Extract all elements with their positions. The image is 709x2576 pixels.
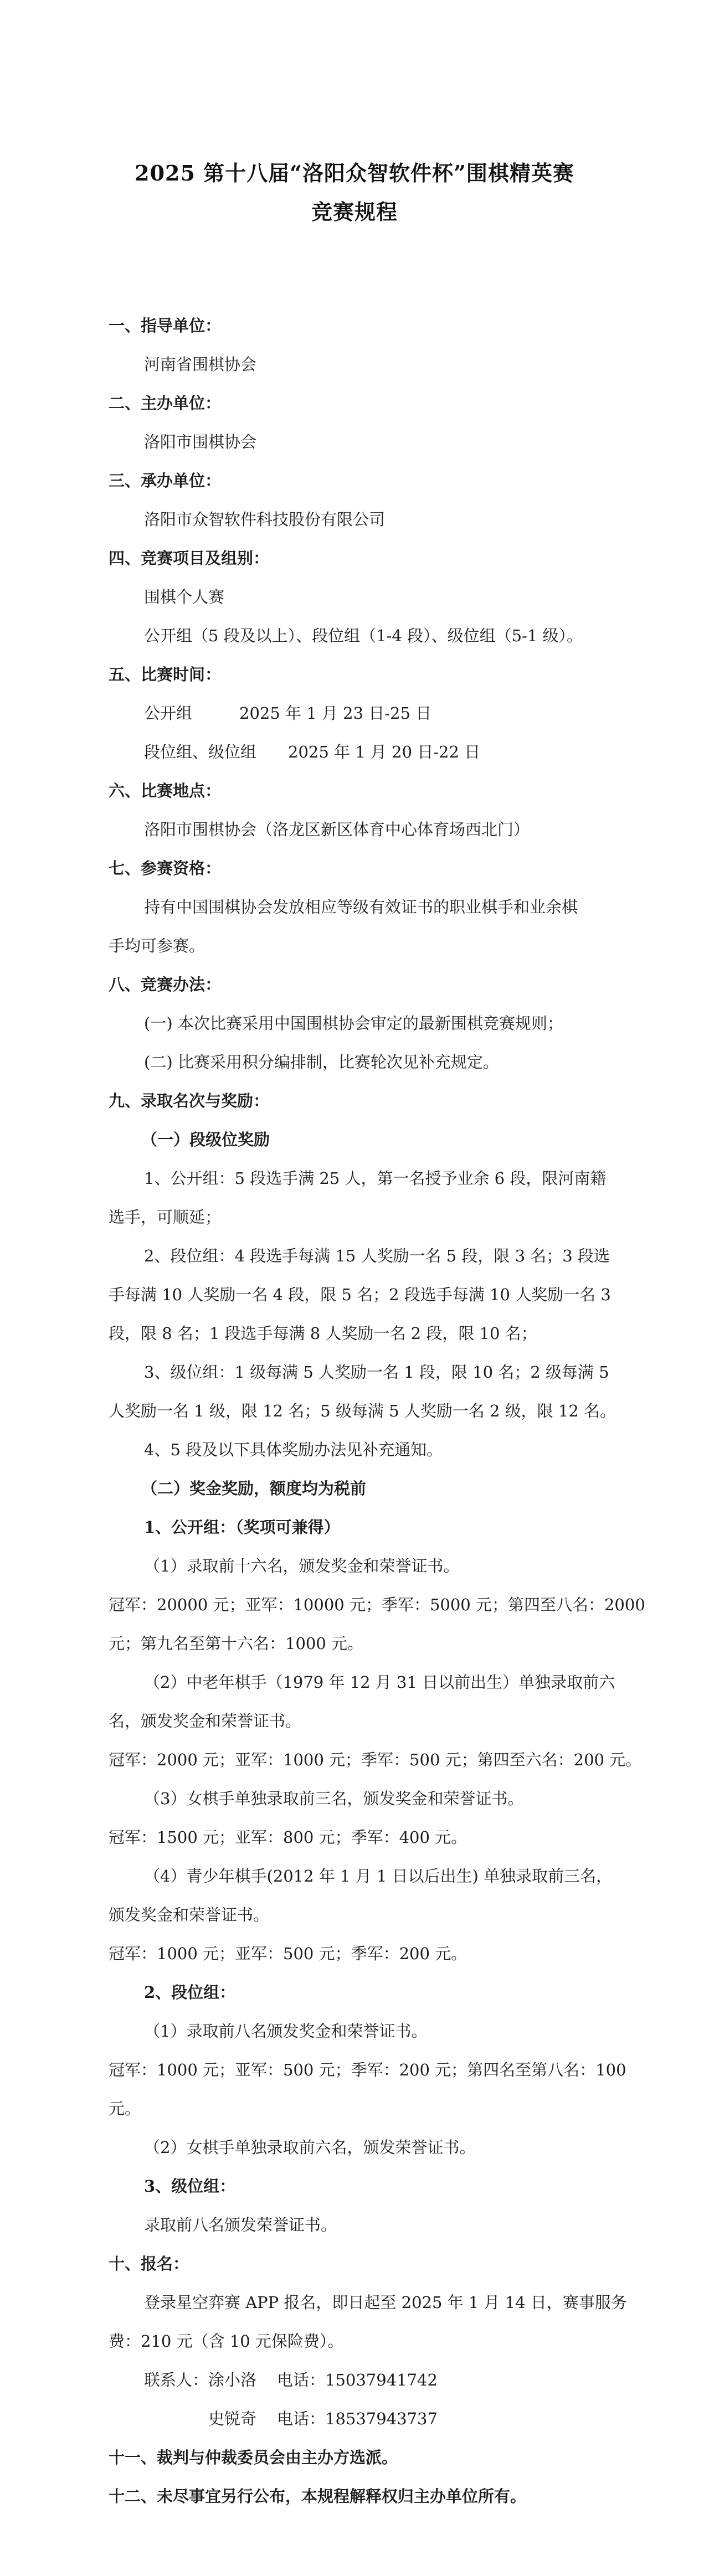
prize-dan-item-2: （2）女棋手单独录取前六名，颁发荣誉证书。 [144, 2138, 476, 2157]
contact-1-name: 涂小洛 [208, 2371, 257, 2389]
prize-open-item-3: （3）女棋手单独录取前三名，颁发奖金和荣誉证书。 [144, 1789, 524, 1808]
prize-open-item-4-line-2: 颁发奖金和荣誉证书。 [109, 1905, 270, 1924]
awards-rank-item-2-line-2: 手每满 10 人奖励一名 4 段，限 5 名；2 段选手每满 10 人奖励一名 3 [109, 1285, 611, 1304]
registration-line-2: 费：210 元（含 10 元保险费）。 [109, 2332, 344, 2351]
section-venue-body: 洛阳市围棋协会（洛龙区新区体育中心体育场西北门） [144, 820, 530, 839]
schedule-open-group-label: 公开组 [144, 704, 193, 723]
schedule-dan-group-label: 段位组、级位组 [144, 743, 257, 761]
document-title-line2: 竞赛规程 [311, 199, 398, 224]
schedule-open-group-date: 2025 年 1 月 23 日-25 日 [239, 704, 432, 723]
section-guiding-unit-heading: 一、指导单位： [109, 316, 222, 335]
awards-rank-item-1-line-1: 1、公开组：5 段选手满 25 人，第一名授予业余 6 段，限河南籍 [144, 1169, 607, 1188]
contact-2-name: 史锐奇 [208, 2409, 257, 2428]
section-schedule-heading: 五、比赛时间： [109, 665, 222, 684]
prize-open-item-3-amounts: 冠军：1500 元；亚军：800 元；季军：400 元。 [109, 1828, 467, 1847]
section-organizer-heading: 三、承办单位： [109, 471, 222, 490]
prize-open-item-4-line-1: （4）青少年棋手(2012 年 1 月 1 日以后出生) 单独录取前三名， [144, 1867, 613, 1885]
section-organizer-body: 洛阳市众智软件科技股份有限公司 [144, 510, 386, 529]
prize-kyu-body: 录取前八名颁发荣誉证书。 [144, 2216, 337, 2234]
prize-dan-item-1-amounts-2: 元。 [109, 2099, 141, 2118]
prize-dan-item-1: （1）录取前八名颁发奖金和荣誉证书。 [144, 2022, 428, 2041]
awards-rank-item-3-line-1: 3、级位组：1 级每满 5 人奖励一名 1 段，限 10 名；2 级每满 5 [144, 1363, 609, 1382]
prize-dan-item-1-amounts-1: 冠军：1000 元；亚军：500 元；季军：200 元；第四名至第八名：100 [109, 2060, 626, 2079]
section-eligibility-line-1: 持有中国围棋协会发放相应等级有效证书的职业棋手和业余棋 [144, 898, 578, 916]
section-venue-heading: 六、比赛地点： [109, 781, 222, 800]
prize-open-item-1-amounts-1: 冠军：20000 元；亚军：10000 元；季军：5000 元；第四至八名：2000 [109, 1595, 645, 1614]
awards-prize-subheading: （二）奖金奖励，额度均为税前 [141, 1479, 367, 1498]
prize-open-item-2-line-2: 名，颁发奖金和荣誉证书。 [109, 1712, 302, 1730]
section-method-heading: 八、竞赛办法： [109, 975, 222, 994]
contact-1-phone: 电话：15037941742 [277, 2371, 438, 2389]
schedule-dan-group-date: 2025 年 1 月 20 日-22 日 [288, 743, 481, 761]
prize-open-item-1: （1）录取前十六名，颁发奖金和荣誉证书。 [144, 1557, 460, 1575]
contact-2-phone: 电话：18537943737 [277, 2409, 438, 2428]
awards-rank-item-3-line-2: 人奖励一名 1 级，限 12 名；5 级每满 5 人奖励一名 2 级，限 12 名。 [109, 1402, 616, 1420]
section-host-unit-heading: 二、主办单位： [109, 394, 222, 413]
section-method-item-2: (二) 比赛采用积分编排制，比赛轮次见补充规定。 [144, 1053, 499, 1071]
prize-open-item-1-amounts-2: 元；第九名至第十六名：1000 元。 [109, 1634, 364, 1653]
section-host-unit-body: 洛阳市围棋协会 [144, 432, 257, 451]
section-eligibility-heading: 七、参赛资格： [109, 859, 222, 878]
awards-rank-item-2-line-1: 2、段位组：4 段选手每满 15 人奖励一名 5 段，限 3 名；3 段选 [144, 1246, 610, 1265]
prize-kyu-group-heading: 3、级位组： [144, 2177, 236, 2196]
section-eligibility-line-2: 手均可参赛。 [109, 936, 205, 955]
section-method-item-1: (一) 本次比赛采用中国围棋协会审定的最新围棋竞赛规则； [144, 1014, 563, 1033]
contact-label: 联系人： [144, 2371, 209, 2389]
section-referee: 十一、裁判与仲裁委员会由主办方选派。 [109, 2448, 398, 2467]
section-events-body-1: 围棋个人赛 [144, 588, 225, 606]
awards-rank-item-4: 4、5 段及以下具体奖励办法见补充通知。 [144, 1440, 443, 1459]
document-title-line1: 2025 第十八届“洛阳众智软件杯”围棋精英赛 [135, 161, 574, 186]
section-guiding-unit-body: 河南省围棋协会 [144, 355, 257, 374]
section-events-body-2: 公开组（5 段及以上）、段位组（1-4 段）、级位组（5-1 级）。 [144, 626, 583, 645]
awards-rank-item-2-line-3: 段，限 8 名；1 段选手每满 8 人奖励一名 2 段，限 10 名； [109, 1324, 537, 1343]
section-registration-heading: 十、报名： [109, 2254, 189, 2273]
section-events-heading: 四、竞赛项目及组别： [109, 549, 270, 568]
prize-open-item-2-amounts: 冠军：2000 元；亚军：1000 元；季军：500 元；第四至六名：200 元。 [109, 1750, 642, 1769]
registration-line-1: 登录星空弈赛 APP 报名，即日起至 2025 年 1 月 14 日，赛事服务 [144, 2293, 627, 2312]
prize-dan-group-heading: 2、段位组： [144, 1983, 236, 2002]
awards-rank-item-1-line-2: 选手，可顺延； [109, 1208, 222, 1227]
prize-open-group-heading: 1、公开组：（奖项可兼得） [144, 1518, 340, 1537]
section-supplementary: 十二、未尽事宜另行公布，本规程解释权归主办单位所有。 [109, 2487, 527, 2506]
prize-open-item-4-amounts: 冠军：1000 元；亚军：500 元；季军：200 元。 [109, 1944, 467, 1963]
awards-rank-subheading: （一）段级位奖励 [141, 1130, 270, 1149]
prize-open-item-2-line-1: （2）中老年棋手（1979 年 12 月 31 日以前出生）单独录取前六 [144, 1673, 615, 1692]
section-awards-heading: 九、录取名次与奖励： [109, 1091, 270, 1110]
